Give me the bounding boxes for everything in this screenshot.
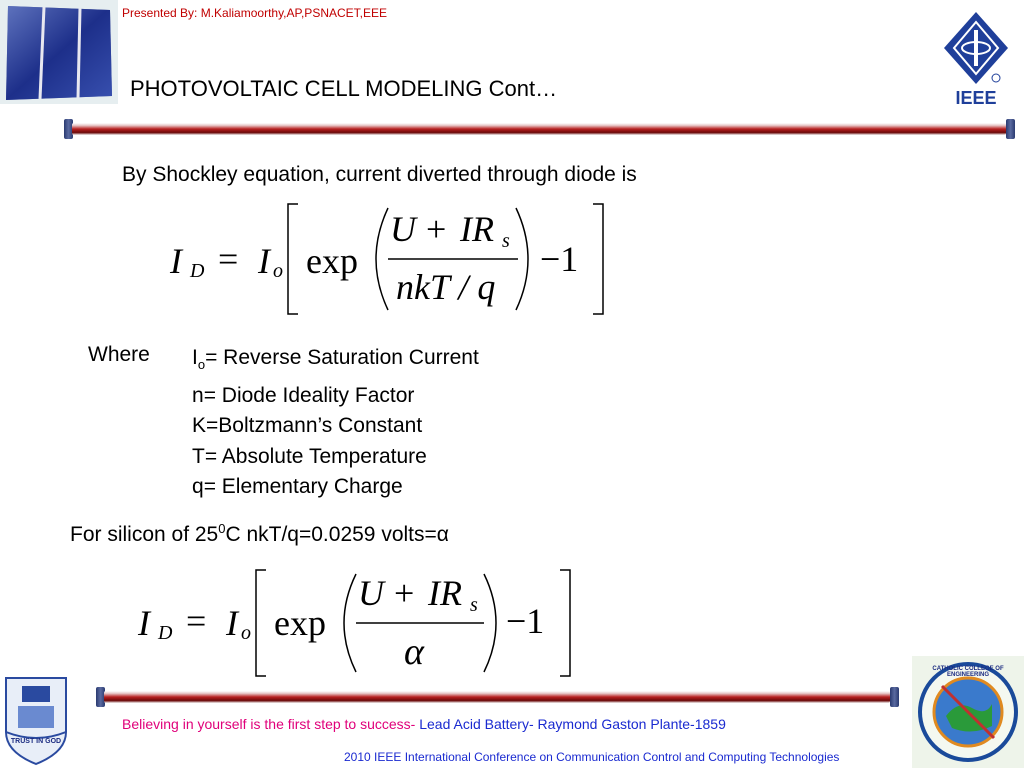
psna-college-logo — [0, 672, 72, 768]
ieee-logo-text: IEEE — [955, 88, 997, 108]
quote-battery-text: Lead Acid Battery- Raymond Gaston Plante-1859 — [415, 716, 726, 732]
alpha-equation — [128, 566, 588, 686]
ieee-logo — [936, 8, 1016, 108]
eq2-io: I — [226, 603, 238, 643]
bottom-rule-right-cap — [890, 687, 899, 707]
catholic-college-logo — [912, 656, 1024, 768]
eq2-exp: exp — [274, 603, 326, 643]
quote-text: Believing in yourself is the first step to success- — [122, 716, 416, 732]
psna-logo-motto: TRUST IN GOD — [10, 738, 62, 745]
eq2-num-u: U — [358, 573, 384, 613]
shockley-equation — [160, 200, 620, 320]
eq1-equals: = — [218, 239, 239, 279]
eq1-io-sub: o — [273, 260, 283, 282]
eq1-num-plus: + — [426, 209, 447, 249]
eq1-denominator: nkT / q — [396, 267, 496, 307]
definition-q: q= Elementary Charge — [192, 475, 403, 499]
eq2-minus-one: −1 — [506, 601, 545, 641]
eq1-num-ir: IR — [460, 209, 494, 249]
eq1-exp: exp — [306, 241, 358, 281]
presenter-credit: Presented By: M.Kaliamoorthy,AP,PSNACET,EEE — [122, 6, 388, 20]
top-rule — [72, 123, 1006, 135]
eq2-lhs: I — [138, 603, 150, 643]
where-label: Where — [88, 343, 150, 366]
eq2-io-sub: o — [241, 622, 251, 644]
eq1-io: I — [258, 241, 270, 281]
eq1-minus-one: −1 — [540, 239, 579, 279]
eq2-lhs-sub: D — [158, 622, 173, 644]
eq1-lhs-sub: D — [190, 260, 205, 282]
eq2-num-plus: + — [394, 573, 415, 613]
footer-quote — [122, 716, 726, 732]
bottom-rule — [104, 691, 890, 703]
definition-io: $I_o=$ Reverse Saturation Current — [192, 346, 479, 373]
silicon-note: For silicon of $25^0C$ nkT/q=0.0259 volts=α — [70, 521, 449, 546]
definition-n: n= Diode Ideality Factor — [192, 383, 415, 407]
slide-title: PHOTOVOLTAIC CELL MODELING Cont… — [130, 76, 558, 101]
eq2-num-ir: IR — [428, 573, 462, 613]
solar-cell-image — [0, 0, 118, 104]
eq2-equals: = — [186, 601, 207, 641]
eq1-num-u: U — [390, 209, 416, 249]
definitions-list — [192, 343, 479, 503]
definition-k: K=Boltzmann’s Constant — [192, 414, 423, 438]
intro-text: By Shockley equation, current diverted through diode is — [122, 163, 637, 186]
eq2-denominator: α — [404, 631, 424, 673]
definition-t: T= Absolute Temperature — [192, 444, 427, 468]
eq2-num-sub: s — [470, 594, 478, 616]
eq1-num-sub: s — [502, 230, 510, 252]
top-rule-right-cap — [1006, 119, 1015, 139]
eq1-lhs: I — [170, 241, 182, 281]
conference-name: 2010 IEEE International Conference on Communication Control and Computing Technologies — [344, 750, 840, 764]
catholic-logo-text: CATHOLIC COLLEGE OF ENGINEERING — [932, 666, 1004, 678]
